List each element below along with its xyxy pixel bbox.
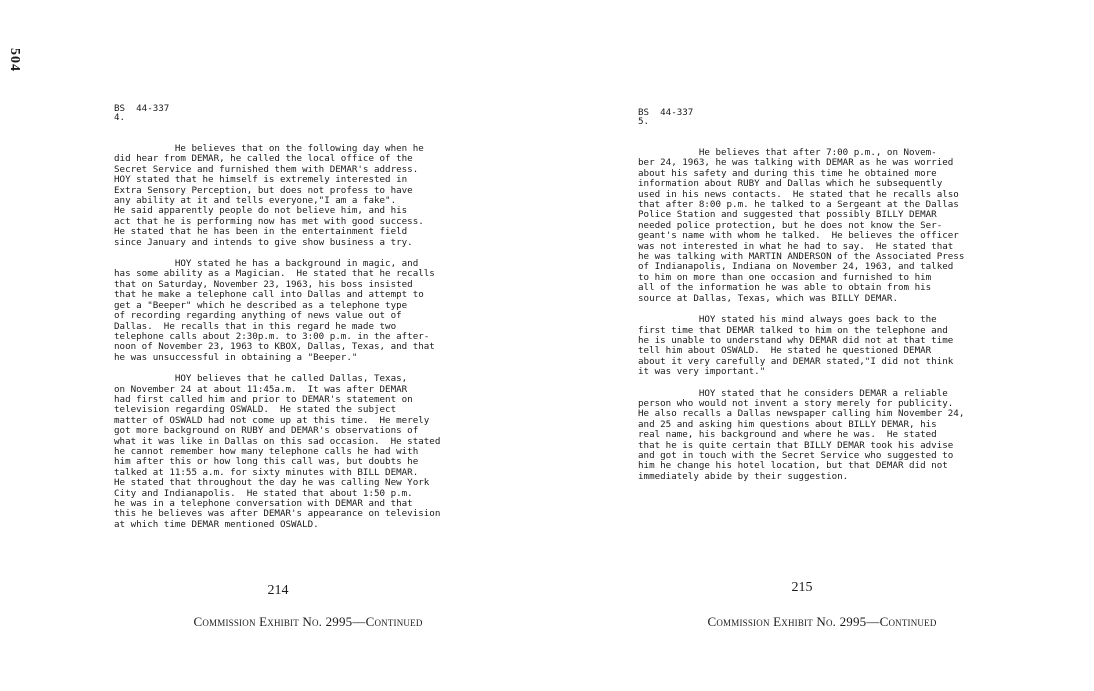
left-page-marker: 4. (114, 112, 126, 123)
left-file-ref: BS 44-337 (114, 103, 170, 114)
right-file-reference (638, 108, 968, 126)
right-paragraph-2: HOY stated his mind always goes back to the first time that DEMAR talked to him on the telephone and he is unable to understand why DEMAR did not at that time tell him about OSWALD. He stated he questioned DEMAR about it very carefully and DEMAR stated,"I did not think it was very important." (638, 314, 954, 378)
left-exhibit-caption: Commission Exhibit No. 2995—Continued (193, 614, 423, 629)
left-paragraph-3: HOY believes that he called Dallas, Texas, on November 24 at about 11:45a.m. It was after DEMAR had first called him and prior to DEMAR's statement on television regarding OSWALD. He stated the subject matter of OSWALD had not come up at this time. He merely got more background on RUBY and DEMAR's observations of what it was like in Dallas on this sad occasion. He stated he cannot remember how many telephone calls he had with him after this or how long this call was, but doubts he talked at 11:55 a.m. for sixty minutes with BILL DEMAR. He stated that throughout the day he was calling New York City and Indianapolis. He stated that about 1:50 p.m. he was in a telephone conversation with DEMAR and that this he believes was after DEMAR's appearance on television at which time DEMAR mentioned OSWALD. (114, 373, 441, 530)
left-page-number: 214 (267, 583, 289, 598)
right-page-marker: 5. (638, 116, 650, 127)
left-file-reference (114, 104, 444, 122)
right-exhibit-caption: Commission Exhibit No. 2995—Continued (707, 614, 937, 629)
left-document-page (114, 104, 444, 541)
left-paragraph-2: HOY stated he has a background in magic, and has some ability as a Magician. He stated that he recalls that on Saturday, November 23, 1963, his boss insisted that he make a telephone call into Dallas and attempt to get a "Beeper" which he described as a telephone type of recording regarding anything of news value out of Dallas. He recalls that in this regard he made two telephone calls about 2:30p.m. to 3:00 p.m. in the after- noon of November 23, 1963 to KBOX, Dallas, Texas, and that he was unsuccessful in obtaining a "Beeper." (114, 258, 435, 363)
right-paragraph-1: He believes that after 7:00 p.m., on Novem- ber 24, 1963, he was talking with DEMAR as he was worried about his safety and during this time he obtained more information about RUBY and Dallas which he subsequently used in his news contacts. He stated that he recalls also that after 8:00 p.m. he talked to a Sergeant at the Dallas Police Station and suggested that possibly BILLY DEMAR needed police protection, but he does not know the Ser- geant's name with whom he talked. He believes the officer was not interested in what he had to say. He stated that he was talking with MARTIN ANDERSON of the Associated Press of Indianapolis, Indiana on November 24, 1963, and talked to him on more than one occasion and furnished to him all of the information he was able to obtain from his source at Dallas, Texas, which was BILLY DEMAR. (638, 147, 965, 304)
margin-page-number: 504 (7, 48, 22, 72)
right-document-page (638, 108, 968, 493)
right-page-number: 215 (791, 580, 813, 595)
right-file-ref: BS 44-337 (638, 107, 694, 118)
left-paragraph-1: He believes that on the following day when he did hear from DEMAR, he called the local office of the Secret Service and furnished them with DEMAR's address. HOY stated that he himself is extremely interested in Extra Sensory Perception, but does not profess to have any ability at it and tells everyone,"I am a fake". He said apparently people do not believe him, and his act that he is performing now has met with good success. He stated that he has been in the entertainment field since January and intends to give show business a try. (114, 143, 424, 248)
right-paragraph-3: HOY stated that he considers DEMAR a reliable person who would not invent a story merely for publicity. He also recalls a Dallas newspaper calling him November 24, and 25 and asking him questions about BILLY DEMAR, his real name, his background and where he was. He stated that he is quite certain that BILLY DEMAR took his advise and got in touch with the Secret Service who suggested to him he change his hotel location, but that DEMAR did not immediately abide by their suggestion. (638, 387, 965, 482)
